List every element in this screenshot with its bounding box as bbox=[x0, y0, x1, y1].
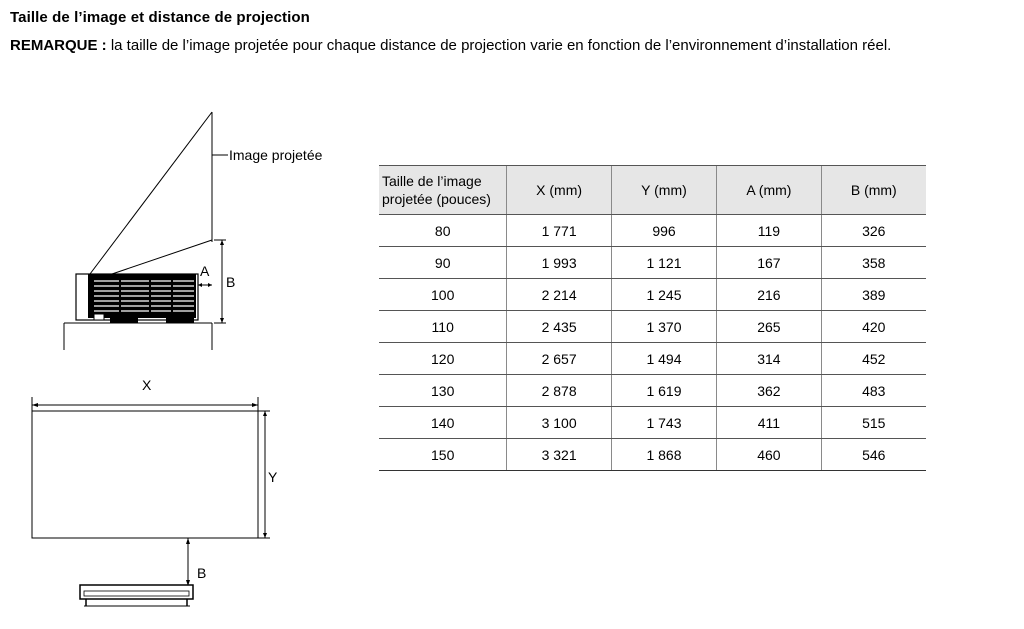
cell-x: 2 657 bbox=[507, 343, 611, 375]
projected-image-label: Image projetée bbox=[229, 147, 323, 163]
cell-y: 1 245 bbox=[611, 279, 716, 311]
table-row bbox=[379, 311, 926, 343]
cell-y: 1 619 bbox=[611, 375, 716, 407]
cell-a: 119 bbox=[717, 215, 821, 247]
page-title: Taille de l’image et distance de projection bbox=[10, 9, 310, 26]
remark-label: REMARQUE : bbox=[10, 37, 107, 54]
header-a: A (mm) bbox=[717, 166, 821, 215]
cell-y: 1 494 bbox=[611, 343, 716, 375]
cell-size: 140 bbox=[379, 407, 507, 439]
dimension-x-label: X bbox=[142, 377, 152, 393]
dimension-b-label: B bbox=[226, 274, 236, 290]
cell-x: 2 214 bbox=[507, 279, 611, 311]
cell-size: 100 bbox=[379, 279, 507, 311]
cell-a: 362 bbox=[717, 375, 821, 407]
cell-x: 2 878 bbox=[507, 375, 611, 407]
cell-b: 389 bbox=[821, 279, 926, 311]
cell-x: 1 993 bbox=[507, 247, 611, 279]
header-b: B (mm) bbox=[821, 166, 926, 215]
cell-a: 314 bbox=[717, 343, 821, 375]
cell-b: 515 bbox=[821, 407, 926, 439]
cell-a: 167 bbox=[717, 247, 821, 279]
cell-y: 1 868 bbox=[611, 439, 716, 471]
table-row bbox=[379, 247, 926, 279]
cell-size: 120 bbox=[379, 343, 507, 375]
dimension-y-label: Y bbox=[268, 469, 278, 485]
header-image-size-line1: Taille de l’image bbox=[382, 173, 482, 189]
cell-b: 358 bbox=[821, 247, 926, 279]
table-row bbox=[379, 439, 926, 471]
table-row bbox=[379, 407, 926, 439]
cell-y: 996 bbox=[611, 215, 716, 247]
cell-b: 326 bbox=[821, 215, 926, 247]
table-row bbox=[379, 343, 926, 375]
front-view-drawing bbox=[0, 0, 300, 629]
cell-x: 2 435 bbox=[507, 311, 611, 343]
header-image-size bbox=[379, 166, 507, 215]
cell-b: 546 bbox=[821, 439, 926, 471]
cell-size: 130 bbox=[379, 375, 507, 407]
cell-b: 483 bbox=[821, 375, 926, 407]
header-x: X (mm) bbox=[507, 166, 611, 215]
dimension-b2-label: B bbox=[197, 565, 207, 581]
header-y: Y (mm) bbox=[611, 166, 716, 215]
cell-a: 265 bbox=[717, 311, 821, 343]
cell-a: 216 bbox=[717, 279, 821, 311]
table-header-row bbox=[379, 166, 926, 215]
cell-y: 1 370 bbox=[611, 311, 716, 343]
cell-b: 420 bbox=[821, 311, 926, 343]
cell-size: 90 bbox=[379, 247, 507, 279]
table-row bbox=[379, 279, 926, 311]
remark-text: la taille de l’image projetée pour chaque distance de projection varie en fonction de l’environnement d’installation réel. bbox=[106, 37, 892, 54]
header-image-size-line2: projetée (pouces) bbox=[382, 191, 491, 207]
table-row bbox=[379, 215, 926, 247]
cell-y: 1 743 bbox=[611, 407, 716, 439]
cell-size: 110 bbox=[379, 311, 507, 343]
cell-b: 452 bbox=[821, 343, 926, 375]
cell-y: 1 121 bbox=[611, 247, 716, 279]
cell-x: 1 771 bbox=[507, 215, 611, 247]
dimension-a-label: A bbox=[200, 263, 210, 279]
projection-size-table bbox=[379, 165, 926, 471]
table-row bbox=[379, 375, 926, 407]
cell-size: 80 bbox=[379, 215, 507, 247]
cell-a: 411 bbox=[717, 407, 821, 439]
cell-x: 3 100 bbox=[507, 407, 611, 439]
cell-a: 460 bbox=[717, 439, 821, 471]
cell-x: 3 321 bbox=[507, 439, 611, 471]
cell-size: 150 bbox=[379, 439, 507, 471]
